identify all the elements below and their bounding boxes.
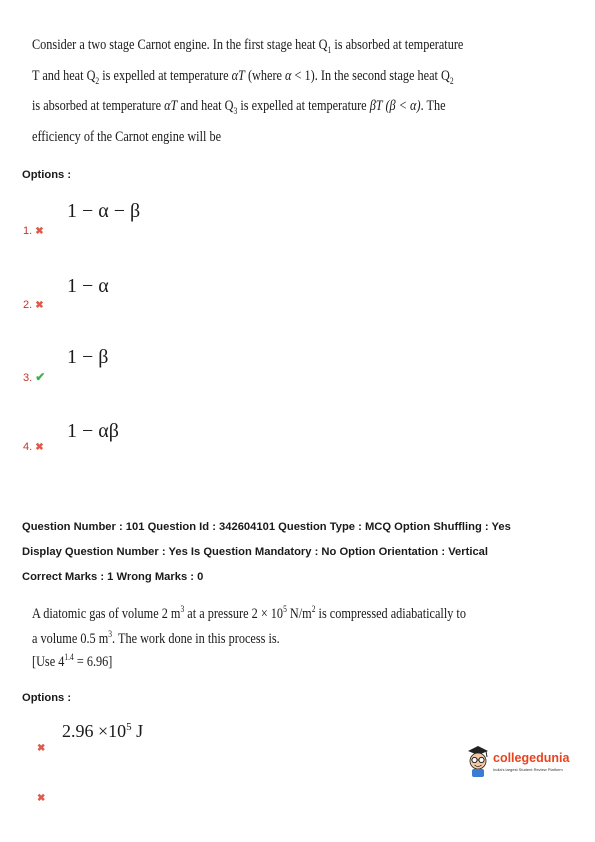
question2-line2: a volume 0.5 $m^3$. The work done in this process is. [32, 629, 280, 647]
question-meta-line1: Question Number : 101 Question Id : 342604101 Question Type : MCQ Option Shuffling : Yes [22, 521, 511, 533]
option-formula: 1 − αβ [67, 420, 119, 442]
options-label: Options : [22, 169, 72, 181]
mascot-icon [465, 744, 491, 778]
option-formula: 1 − α − β [67, 200, 141, 222]
wrong-mark-icon: ✖ [35, 300, 44, 311]
question1-line1: Consider a two stage Carnot engine. In the first stage heat $Q_1$ is absorbed at temperature [32, 37, 464, 55]
question1-line2: T and heat $Q_2$ is expelled at temperature αT (where α < 1). In the second stage heat $Q_2$ [32, 68, 454, 86]
question1-line3: is absorbed at temperature αT and heat $Q_3$ is expelled at temperature βT (β < α). The [32, 98, 446, 116]
option-formula: 1 − β [67, 346, 109, 368]
option-formula: 1 − α [67, 275, 109, 297]
question-meta-line2: Display Question Number : Yes Is Question Mandatory : No Option Orientation : Vertical [22, 546, 489, 558]
wrong-mark-icon: ✖ [35, 226, 44, 237]
option-number: 2. ✖ [23, 299, 44, 311]
logo-name: collegedunia [493, 751, 570, 765]
option-number: 4. ✖ [23, 441, 44, 453]
question1-line4: efficiency of the Carnot engine will be [32, 129, 222, 145]
option-formula: $2.96 \times 10^5$ J [62, 721, 144, 741]
option-number: 3. ✔ [23, 370, 46, 384]
option-number: 1. ✖ [23, 225, 44, 237]
logo-tagline: India's largest Student Review Platform [493, 767, 563, 772]
option-number [37, 793, 45, 804]
options-label: Options : [22, 692, 72, 704]
question2-line3: [Use $4^{1.4} = 6.96$] [32, 652, 113, 670]
wrong-mark-icon: ✖ [37, 743, 46, 754]
question2-line1: A diatomic gas of volume 2 $m^3$ at a pressure $2 \times 10^5$ $N/m^2$ is compressed adiabatically to [32, 604, 466, 622]
collegedunia-logo [465, 744, 575, 778]
wrong-mark-icon: ✖ [37, 793, 46, 804]
option-number [37, 743, 45, 754]
correct-check-icon: ✔ [35, 370, 46, 384]
question-meta-marks: Correct Marks : 1 Wrong Marks : 0 [22, 571, 204, 583]
wrong-mark-icon: ✖ [35, 442, 44, 453]
